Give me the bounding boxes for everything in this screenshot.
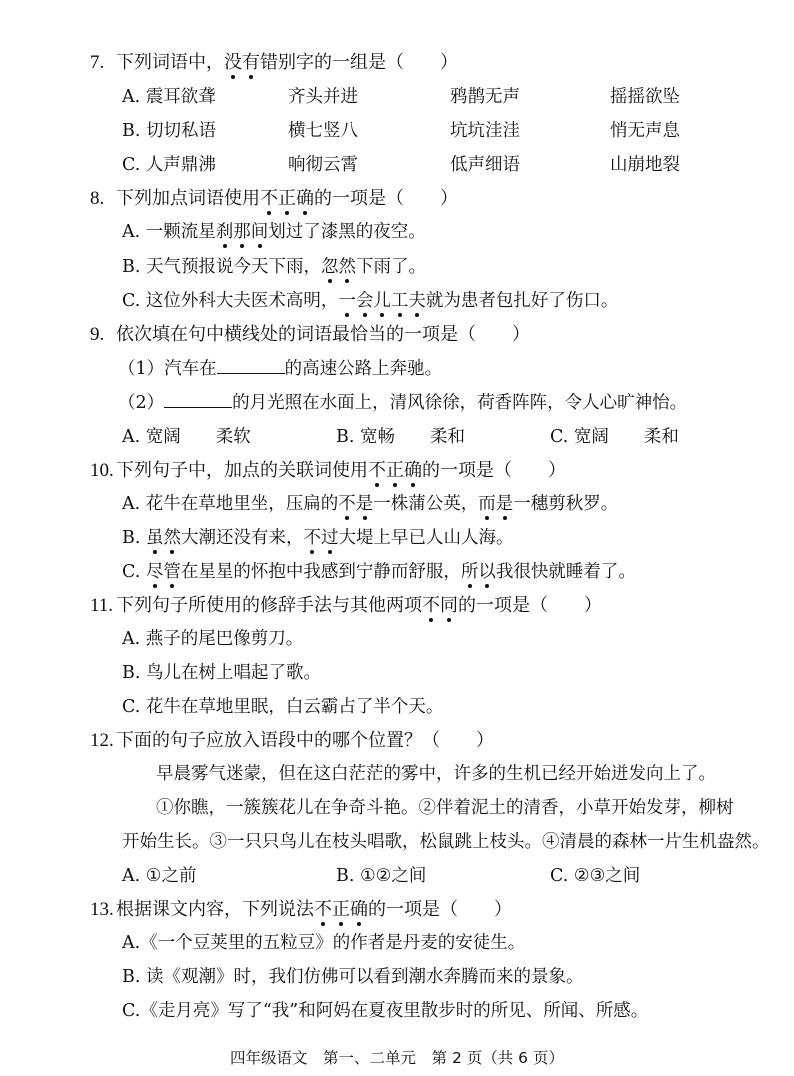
q7-option-b2: 横七竖八 (288, 121, 358, 141)
q8-option-b: B. 天气预报说今天下雨，忽然下雨了。 (122, 253, 426, 278)
q12-option-b: B. ①②之间 (336, 866, 427, 886)
q13-option-b: B. 读《观潮》时，我们仿佛可以看到潮水奔腾而来的景象。 (122, 967, 584, 987)
emphasis-dot-char: 间 (251, 218, 269, 243)
q7-option-c2: 响彻云霄 (288, 155, 358, 175)
question-13-stem: 13. 根据课文内容，下列说法不正确的一项是（ ） (90, 895, 512, 921)
emphasis-dot-char: 那 (233, 218, 251, 243)
emphasis-dot-char: 夫 (408, 287, 426, 312)
q8-option-a: A. 一颗流星刹那间划过了漆黑的夜空。 (122, 218, 426, 243)
q12-paragraph-line-1: ①你瞧，一簇簇花儿在争奇斗艳。②伴着泥土的清香，小草开始发芽，柳树 (156, 798, 734, 818)
question-9-stem: 9. 依次填在句中横线处的词语最恰当的一项是（ ） (90, 324, 530, 345)
q7-option-c3: 低声细语 (450, 155, 520, 175)
emphasis-dot-char: 以 (478, 558, 496, 583)
emphasis-dot-char: 正 (278, 184, 296, 210)
emphasis-dot-char: 不 (304, 524, 322, 549)
q7-option-a2: 齐头并进 (288, 87, 358, 107)
emphasis-dot-char: 确 (296, 184, 314, 210)
q7-option-b4: 悄无声息 (610, 121, 680, 141)
answer-blank (217, 359, 285, 374)
q9-option-a: A. 宽阔 柔软 (122, 427, 251, 447)
emphasis-dot-char: 正 (332, 895, 350, 921)
q10-option-c: C. 尽管在星星的怀抱中我感到宁静而舒服，所以我很快就睡着了。 (122, 558, 636, 583)
emphasis-dot-char: 而 (478, 490, 496, 515)
q7-option-a1: A. 震耳欲聋 (122, 87, 216, 107)
question-10-stem: 10. 下列句子中，加点的关联词使用不正确的一项是（ ） (90, 456, 566, 482)
q7-option-a4: 摇摇欲坠 (610, 87, 680, 107)
q7-option-c1: C. 人声鼎沸 (122, 155, 216, 175)
q7-option-b3: 坑坑洼洼 (450, 121, 520, 141)
q13-option-a: A.《一个豆荚里的五粒豆》的作者是丹麦的安徒生。 (122, 933, 526, 953)
question-11-stem: 11. 下列句子所使用的修辞手法与其他两项不同的一项是（ ） (90, 591, 602, 617)
q11-option-a: A. 燕子的尾巴像剪刀。 (122, 629, 304, 649)
q9-sentence-1: （1）汽车在 的高速公路上奔驰。 (118, 359, 443, 379)
page-footer: 四年级语文 第一、二单元 第 2 页（共 6 页） (230, 1049, 564, 1067)
emphasis-dot-char: 有 (242, 48, 260, 74)
emphasis-dot-char: 然 (339, 253, 357, 278)
emphasis-dot-char: 确 (350, 895, 368, 921)
q12-sentence: 早晨雾气迷蒙，但在这白茫茫的雾中，许多的生机已经开始迸发向上了。 (156, 764, 716, 784)
question-7-stem: 7. 下列词语中，没有错别字的一组是（ ） (90, 48, 458, 74)
q7-option-b1: B. 切切私语 (122, 121, 216, 141)
emphasis-dot-char: 一 (338, 287, 356, 312)
q13-option-c: C.《走月亮》写了“我”和阿妈在夏夜里散步时的所见、所闻、所感。 (122, 1001, 649, 1021)
question-12-stem: 12. 下面的句子应放入语段中的哪个位置？（ ） (90, 730, 494, 751)
emphasis-dot-char: 然 (164, 524, 182, 549)
q10-option-a: A. 花牛在草地里坐，压扁的不是一株蒲公英，而是一穗剪秋罗。 (122, 490, 618, 515)
q9-option-c: C. 宽阔 柔和 (550, 427, 679, 447)
emphasis-dot-char: 忽 (321, 253, 339, 278)
q11-option-c: C. 花牛在草地里眠，白云霸占了半个天。 (122, 697, 444, 717)
emphasis-dot-char: 不 (368, 456, 386, 482)
emphasis-dot-char: 没 (224, 48, 242, 74)
emphasis-dot-char: 不 (338, 490, 356, 515)
emphasis-dot-char: 管 (163, 558, 181, 583)
emphasis-dot-char: 同 (440, 591, 458, 617)
emphasis-dot-char: 不 (314, 895, 332, 921)
emphasis-dot-char: 虽 (146, 524, 164, 549)
emphasis-dot-char: 刹 (216, 218, 234, 243)
emphasis-dot-char: 工 (391, 287, 409, 312)
emphasis-dot-char: 儿 (373, 287, 391, 312)
q10-option-b: B. 虽然大潮还没有来，不过大堤上早已人山人海。 (122, 524, 514, 549)
q8-option-c: C. 这位外科大夫医术高明，一会儿工夫就为患者包扎好了伤口。 (122, 287, 618, 312)
answer-blank (164, 393, 232, 408)
q11-option-b: B. 鸟儿在树上唱起了歌。 (122, 663, 321, 683)
emphasis-dot-char: 不 (422, 591, 440, 617)
emphasis-dot-char: 会 (356, 287, 374, 312)
q7-option-c4: 山崩地裂 (610, 155, 680, 175)
q12-paragraph-line-2: 开始生长。③一只只鸟儿在枝头唱歌，松鼠跳上枝头。④清晨的森林一片生机盎然。 (122, 832, 770, 852)
q9-sentence-2: （2） 的月光照在水面上，清风徐徐，荷香阵阵，令人心旷神怡。 (118, 393, 688, 413)
q7-option-a3: 鸦鹊无声 (450, 87, 520, 107)
emphasis-dot-char: 所 (461, 558, 479, 583)
emphasis-dot-char: 确 (404, 456, 422, 482)
emphasis-dot-char: 过 (321, 524, 339, 549)
emphasis-dot-char: 是 (356, 490, 374, 515)
emphasis-dot-char: 不 (260, 184, 278, 210)
q9-option-b: B. 宽畅 柔和 (336, 427, 465, 447)
emphasis-dot-char: 是 (496, 490, 514, 515)
emphasis-dot-char: 尽 (146, 558, 164, 583)
question-8-stem: 8. 下列加点词语使用不正确的一项是（ ） (90, 184, 458, 210)
q12-option-a: A. ①之前 (122, 866, 197, 886)
emphasis-dot-char: 正 (386, 456, 404, 482)
q12-option-c: C. ②③之间 (550, 866, 641, 886)
